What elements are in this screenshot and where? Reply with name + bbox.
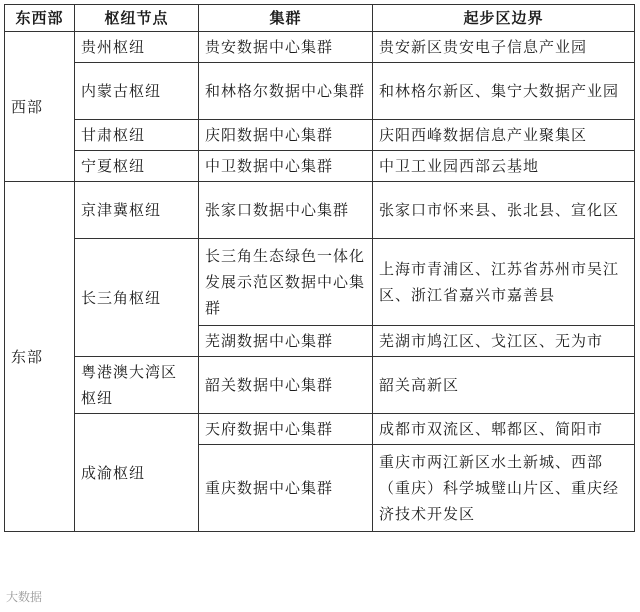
header-hub: 枢纽节点 <box>75 5 199 32</box>
cluster-cell: 长三角生态绿色一体化发展示范区数据中心集群 <box>199 239 373 326</box>
table-row <box>5 182 635 239</box>
watermark: 大数据 <box>6 590 43 604</box>
cluster-cell: 贵安数据中心集群 <box>199 32 373 63</box>
table-row <box>5 239 635 326</box>
zone-cell: 成都市双流区、郫都区、简阳市 <box>373 414 635 445</box>
hub-cell: 成渝枢纽 <box>75 414 199 532</box>
zone-cell: 贵安新区贵安电子信息产业园 <box>373 32 635 63</box>
zone-cell: 芜湖市鸠江区、戈江区、无为市 <box>373 326 635 357</box>
hub-cell: 甘肃枢纽 <box>75 120 199 151</box>
header-zone: 起步区边界 <box>373 5 635 32</box>
table-row <box>5 120 635 151</box>
cluster-cell: 芜湖数据中心集群 <box>199 326 373 357</box>
data-center-cluster-table-container <box>4 4 634 532</box>
zone-cell: 庆阳西峰数据信息产业聚集区 <box>373 120 635 151</box>
table-row <box>5 63 635 120</box>
hub-cell: 粤港澳大湾区枢纽 <box>75 357 199 414</box>
zone-cell: 韶关高新区 <box>373 357 635 414</box>
cluster-cell: 重庆数据中心集群 <box>199 445 373 532</box>
table-row <box>5 414 635 445</box>
zone-cell: 中卫工业园西部云基地 <box>373 151 635 182</box>
region-west: 西部 <box>5 32 75 182</box>
table-row <box>5 151 635 182</box>
hub-cell: 贵州枢纽 <box>75 32 199 63</box>
cluster-cell: 中卫数据中心集群 <box>199 151 373 182</box>
header-region: 东西部 <box>5 5 75 32</box>
zone-cell: 上海市青浦区、江苏省苏州市吴江区、浙江省嘉兴市嘉善县 <box>373 239 635 326</box>
cluster-cell: 和林格尔数据中心集群 <box>199 63 373 120</box>
hub-cell: 宁夏枢纽 <box>75 151 199 182</box>
hub-cell: 京津冀枢纽 <box>75 182 199 239</box>
region-east: 东部 <box>5 182 75 532</box>
cluster-cell: 韶关数据中心集群 <box>199 357 373 414</box>
cluster-cell: 张家口数据中心集群 <box>199 182 373 239</box>
zone-cell: 重庆市两江新区水土新城、西部（重庆）科学城璧山片区、重庆经济技术开发区 <box>373 445 635 532</box>
hub-cell: 长三角枢纽 <box>75 239 199 357</box>
header-cluster: 集群 <box>199 5 373 32</box>
data-center-cluster-table <box>4 4 635 532</box>
table-row <box>5 357 635 414</box>
cluster-cell: 天府数据中心集群 <box>199 414 373 445</box>
hub-cell: 内蒙古枢纽 <box>75 63 199 120</box>
zone-cell: 和林格尔新区、集宁大数据产业园 <box>373 63 635 120</box>
cluster-cell: 庆阳数据中心集群 <box>199 120 373 151</box>
table-header-row <box>5 5 635 32</box>
table-row <box>5 32 635 63</box>
zone-cell: 张家口市怀来县、张北县、宣化区 <box>373 182 635 239</box>
